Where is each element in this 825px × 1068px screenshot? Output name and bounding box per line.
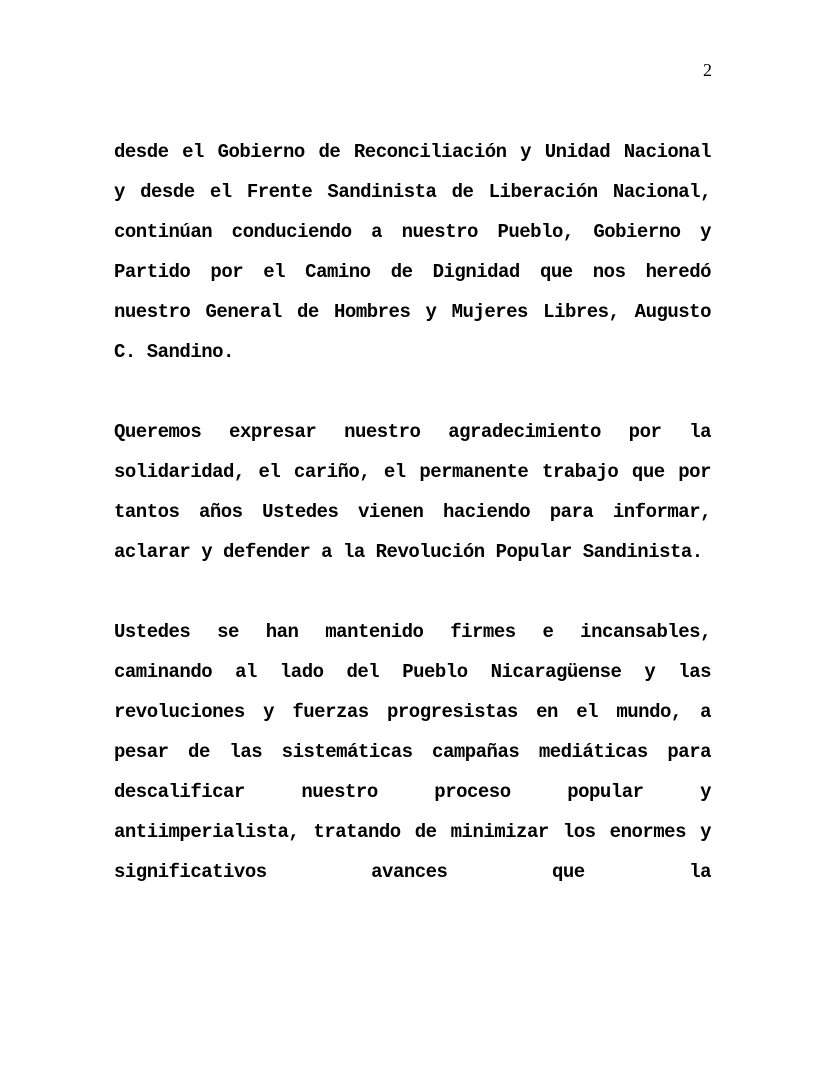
paragraph: desde el Gobierno de Reconciliación y Unidad Nacional y desde el Frente Sandinista de Liberación Nacional, continúan conduciendo a nuestro Pueblo, Gobierno y Partido por el Camino de Dignidad que nos heredó nuestro General de Hombres y Mujeres Libres, Augusto C. Sandino. [114, 141, 711, 363]
page-number: 2 [703, 60, 712, 80]
paragraph: Queremos expresar nuestro agradecimiento por la solidaridad, el cariño, el permanente trabajo que por tantos años Ustedes vienen haciendo para informar, aclarar y defender a la Revolución Popular Sandinista. [114, 421, 711, 563]
paragraph: Ustedes se han mantenido firmes e incansables, caminando al lado del Pueblo Nicaragüense y las revoluciones y fuerzas progresistas en el mundo, a pesar de las sistemáticas campañas mediáticas para descalificar nuestro proceso popular y antiimperialista, tratando de minimizar los enormes y significativos avances que la [114, 621, 711, 883]
document-body [114, 132, 711, 932]
